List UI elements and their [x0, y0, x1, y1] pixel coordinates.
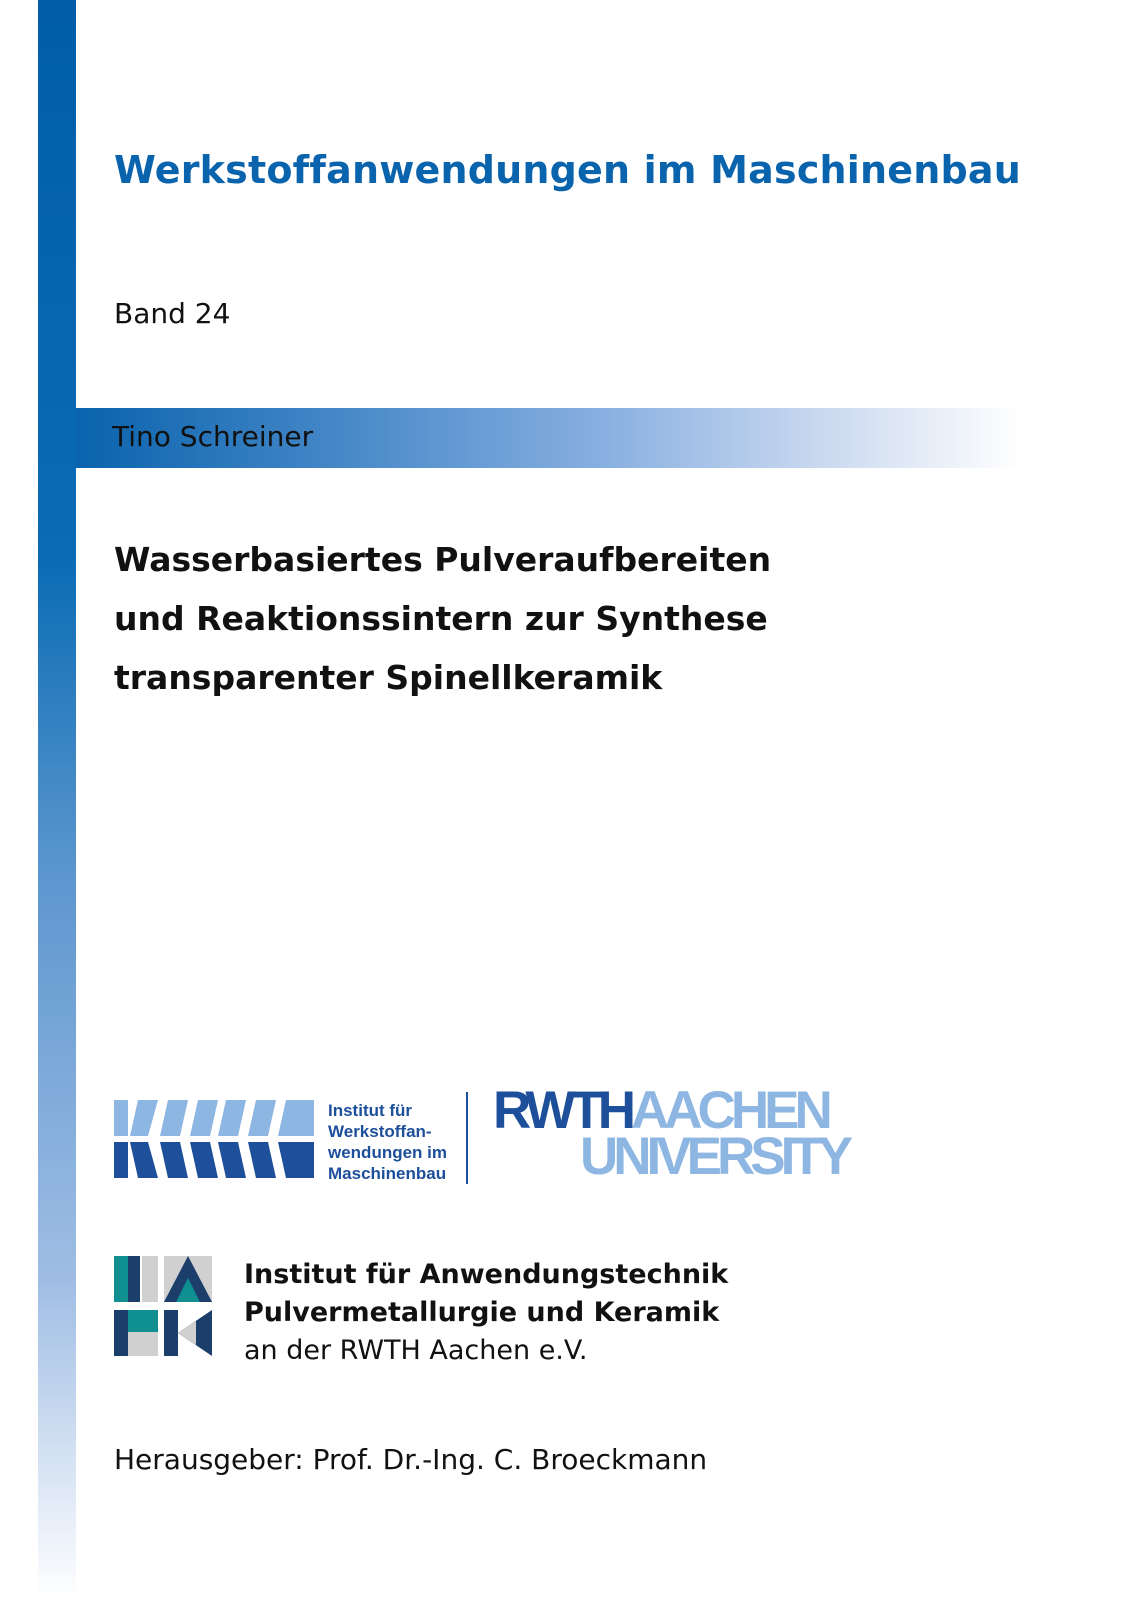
iapk-logo-icon: [114, 1256, 212, 1356]
iwm-logo-line: wendungen im: [328, 1143, 447, 1162]
book-title-line: transparenter Spinellkeramik: [114, 658, 663, 697]
rwth-logo-rwth: RWTH: [493, 1081, 631, 1140]
iwm-logo-text: [328, 1100, 447, 1184]
side-color-bar: [38, 0, 76, 1600]
logo-divider: [466, 1092, 468, 1184]
author-name: Tino Schreiner: [112, 420, 314, 453]
editor-line: Herausgeber: Prof. Dr.-Ing. C. Broeckmann: [114, 1443, 708, 1476]
book-title-line: Wasserbasiertes Pulveraufbereiten: [114, 540, 772, 579]
book-title: [114, 530, 771, 707]
rwth-logo-aachen: AACHEN: [631, 1081, 828, 1140]
iwm-logo-line: Institut für: [328, 1101, 413, 1120]
book-title-line: und Reaktionssintern zur Synthese: [114, 599, 768, 638]
iapk-logo-line: an der RWTH Aachen e.V.: [244, 1335, 588, 1366]
iwm-logo-line: Werkstoffan-: [328, 1122, 432, 1141]
iapk-logo-line: Institut für Anwendungstechnik: [244, 1259, 729, 1290]
institution-logos: [114, 1081, 874, 1200]
volume-number: Band 24: [114, 297, 231, 330]
iapk-logo: [114, 1256, 814, 1366]
iapk-logo-text: [244, 1256, 728, 1370]
iwm-logo-line: Maschinenbau: [328, 1164, 447, 1183]
author-band: [76, 408, 1020, 468]
iapk-logo-line: Pulvermetallurgie und Keramik: [244, 1297, 720, 1328]
series-title: Werkstoffanwendungen im Maschinenbau: [114, 148, 1021, 192]
iwm-logo-icon: [114, 1100, 314, 1180]
rwth-logo-university: UNIVERSITY: [580, 1127, 849, 1186]
rwth-logo: [493, 1081, 849, 1186]
